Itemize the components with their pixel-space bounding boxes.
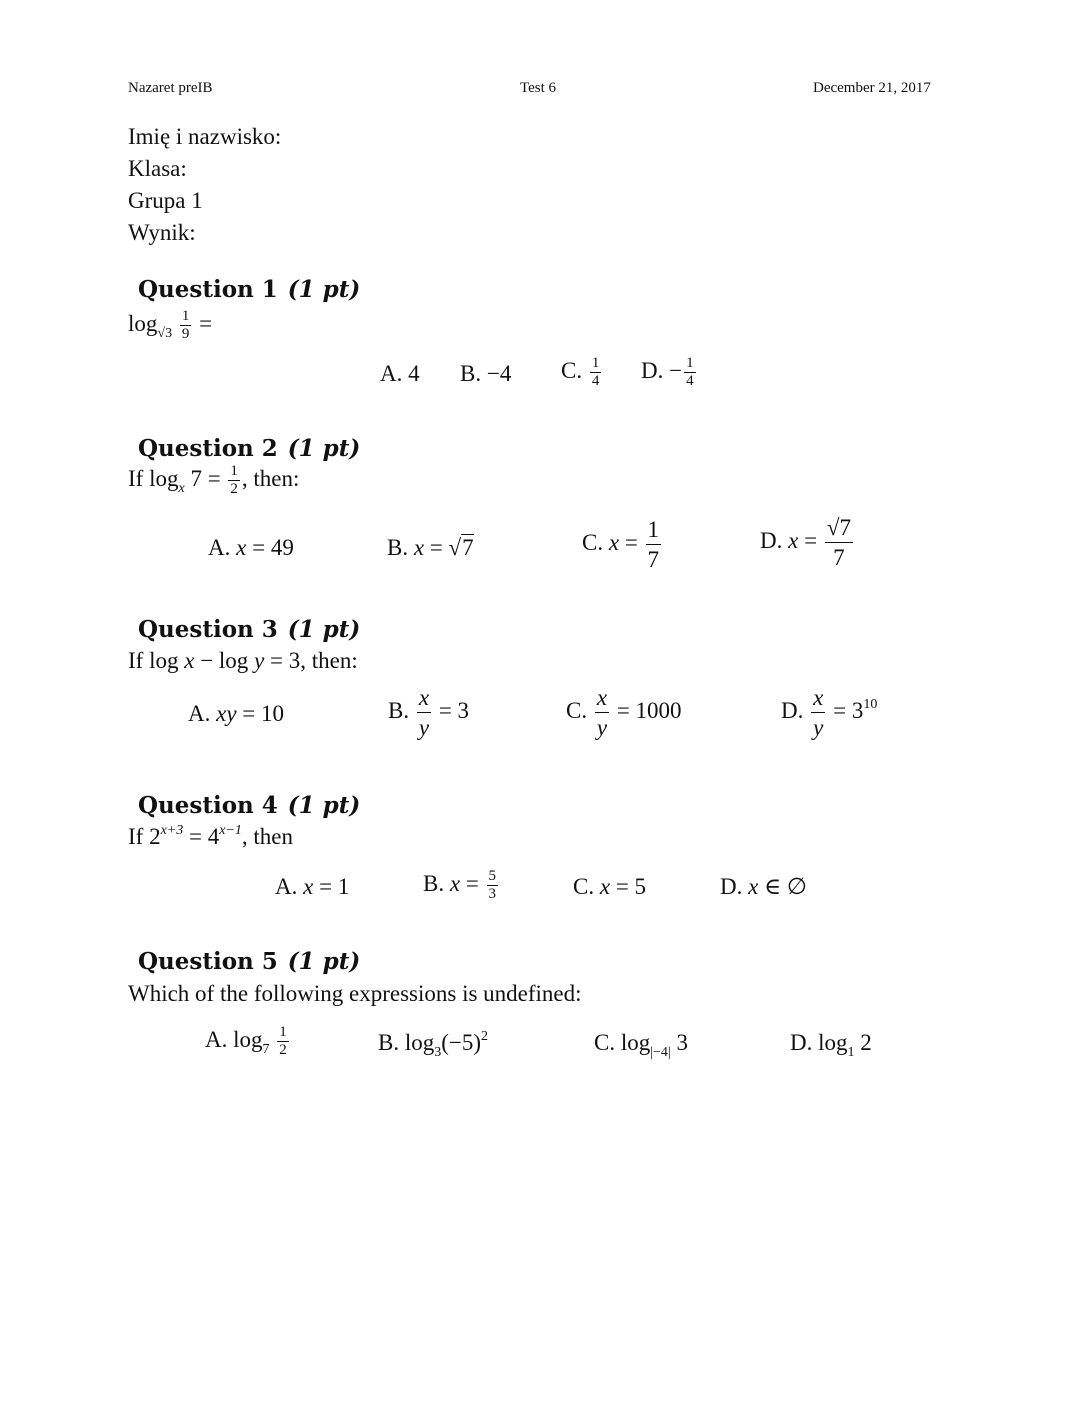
log-base: x — [178, 480, 185, 496]
option-letter: A. — [205, 1026, 228, 1052]
fraction: $\frac{5}{3}$ — [488, 868, 497, 902]
question-5-option-b[interactable] — [378, 1029, 489, 1060]
question-points: (1 pt) — [287, 435, 361, 462]
question-1-option-d[interactable] — [641, 356, 698, 389]
option-value: = 49 — [252, 535, 294, 560]
option-letter: C. — [566, 697, 588, 723]
log-base: |−4| — [650, 1045, 671, 1060]
fraction: $\frac{1}{4}$ — [591, 355, 600, 389]
minus-sign: − — [669, 357, 683, 383]
equals-sign: = — [804, 527, 818, 553]
option-letter: A. — [275, 874, 298, 899]
stem-text: , then — [241, 824, 294, 849]
log-base: 1 — [847, 1045, 855, 1060]
question-4-option-c[interactable] — [573, 874, 646, 900]
stem-text: If log — [128, 465, 179, 491]
question-title: Question 2 — [138, 435, 278, 462]
variable: x — [449, 870, 461, 896]
log-base: √3 — [157, 325, 173, 341]
equals-sign: = — [429, 535, 443, 560]
option-value: ∈ ∅ — [764, 874, 807, 899]
option-letter: D. — [720, 874, 743, 899]
question-2-option-d[interactable] — [760, 516, 855, 569]
question-3-option-c[interactable] — [566, 686, 682, 739]
question-4-option-a[interactable] — [275, 874, 349, 900]
option-letter: D. — [760, 527, 783, 553]
option-letter: B. — [387, 535, 409, 560]
fraction: $\frac{x}{y}$ — [596, 685, 608, 740]
exponent: x+3 — [160, 823, 184, 838]
question-1-stem — [128, 309, 212, 342]
option-letter: B. — [378, 1030, 400, 1055]
variable: x — [303, 874, 314, 899]
option-value: = 3 — [438, 697, 470, 723]
fraction: $\frac{x}{y}$ — [813, 685, 824, 740]
variable: x — [413, 535, 425, 560]
variable: x — [599, 874, 611, 899]
question-2-option-b[interactable] — [387, 535, 474, 561]
log-text: log — [233, 1026, 263, 1052]
exponent: 10 — [863, 696, 878, 712]
question-points: (1 pt) — [287, 276, 361, 303]
header-left: Nazaret preIB — [128, 80, 213, 96]
question-4-option-b[interactable] — [423, 869, 500, 902]
log-argument: 3 — [676, 1030, 688, 1055]
square-root: √7 — [448, 535, 474, 560]
question-2-stem — [128, 464, 299, 497]
log-text: log — [818, 1030, 848, 1055]
question-2-option-c[interactable] — [582, 518, 663, 571]
exponent: x−1 — [219, 823, 242, 838]
question-5-option-c[interactable] — [594, 1030, 688, 1060]
option-value: = 1 — [319, 874, 350, 899]
question-2-heading — [138, 435, 360, 462]
option-value: = 1000 — [616, 697, 682, 723]
option-letter: B. — [388, 697, 410, 723]
option-letter: C. — [573, 874, 595, 899]
log-text: log — [404, 1030, 435, 1055]
variable: y — [254, 648, 265, 673]
option-letter: B. — [423, 870, 445, 896]
question-title: Question 5 — [138, 948, 278, 975]
option-value: −4 — [486, 361, 512, 386]
option-letter: D. — [641, 357, 664, 383]
question-3-option-a[interactable] — [188, 701, 284, 727]
fraction: $\frac{1}{2}$ — [230, 463, 238, 497]
question-1-option-b[interactable] — [460, 361, 511, 387]
equals-sign: = — [465, 870, 479, 896]
stem-text: If log — [128, 648, 179, 673]
stem-text: − log — [200, 648, 249, 673]
group-label: Grupa 1 — [128, 188, 203, 213]
variable: x — [608, 529, 620, 555]
question-3-option-d[interactable] — [781, 686, 877, 739]
variable: x — [236, 535, 247, 560]
variable: x — [788, 527, 799, 553]
fraction: $\frac{1}{2}$ — [279, 1024, 287, 1058]
question-4-option-d[interactable] — [720, 874, 807, 900]
option-letter: D. — [781, 697, 804, 723]
stem-text: = 4 — [189, 824, 220, 849]
log-base: 3 — [434, 1045, 442, 1060]
question-5-stem: Which of the following expressions is undefined: — [128, 981, 582, 1006]
class-label: Klasa: — [128, 156, 187, 181]
score-label: Wynik: — [128, 220, 196, 245]
question-5-heading — [138, 948, 360, 975]
option-letter: C. — [582, 529, 604, 555]
question-1-heading — [138, 276, 360, 303]
variable: x — [184, 648, 195, 673]
fraction: $\frac{√7}{7}$ — [826, 515, 851, 570]
option-letter: C. — [561, 357, 583, 383]
fraction: $\frac{x}{y}$ — [418, 685, 430, 740]
option-letter: A. — [380, 361, 403, 386]
option-letter: A. — [208, 535, 231, 560]
variable: xy — [216, 701, 237, 726]
fraction: $\frac{1}{7}$ — [647, 517, 660, 572]
question-2-option-a[interactable] — [208, 535, 294, 561]
question-1-option-a[interactable] — [380, 361, 420, 387]
question-3-heading — [138, 616, 360, 643]
log-base: 7 — [262, 1041, 270, 1057]
stem-text: = 3, then: — [270, 648, 358, 673]
option-letter: D. — [790, 1030, 813, 1055]
option-letter: C. — [594, 1030, 616, 1055]
stem-text: 7 = — [190, 465, 221, 491]
question-3-option-b[interactable] — [388, 686, 469, 739]
option-value: 4 — [408, 361, 420, 386]
name-label: Imię i nazwisko: — [128, 124, 282, 149]
question-3-stem — [128, 648, 358, 674]
stem-text: , then: — [241, 465, 300, 491]
option-value: = 10 — [242, 701, 285, 726]
log-argument: 2 — [860, 1030, 872, 1055]
fraction: $\frac{1}{4}$ — [686, 355, 694, 389]
question-5-option-a[interactable] — [205, 1025, 291, 1058]
exponent: 2 — [481, 1029, 489, 1044]
fraction: $\frac{1}{9}$ — [181, 308, 190, 342]
log-text: log — [128, 310, 158, 336]
option-value: = 3 — [833, 697, 864, 723]
variable: x — [748, 874, 759, 899]
question-1-option-c[interactable] — [561, 356, 603, 389]
question-4-heading — [138, 792, 360, 819]
question-points: (1 pt) — [287, 948, 361, 975]
header-test-title: Test 6 — [520, 80, 557, 96]
question-points: (1 pt) — [287, 792, 361, 819]
header-date: December 21, 2017 — [813, 80, 931, 96]
stem-text: If 2 — [128, 824, 161, 849]
option-letter: B. — [460, 361, 482, 386]
equals-sign: = — [199, 310, 213, 336]
option-value: = 5 — [615, 874, 647, 899]
question-4-stem — [128, 824, 293, 850]
question-title: Question 4 — [138, 792, 278, 819]
equals-sign: = — [624, 529, 638, 555]
question-points: (1 pt) — [287, 616, 361, 643]
question-5-option-d[interactable] — [790, 1030, 872, 1060]
log-argument: (−5) — [441, 1030, 482, 1055]
question-title: Question 3 — [138, 616, 278, 643]
log-text: log — [620, 1030, 651, 1055]
question-title: Question 1 — [138, 276, 278, 303]
option-letter: A. — [188, 701, 211, 726]
